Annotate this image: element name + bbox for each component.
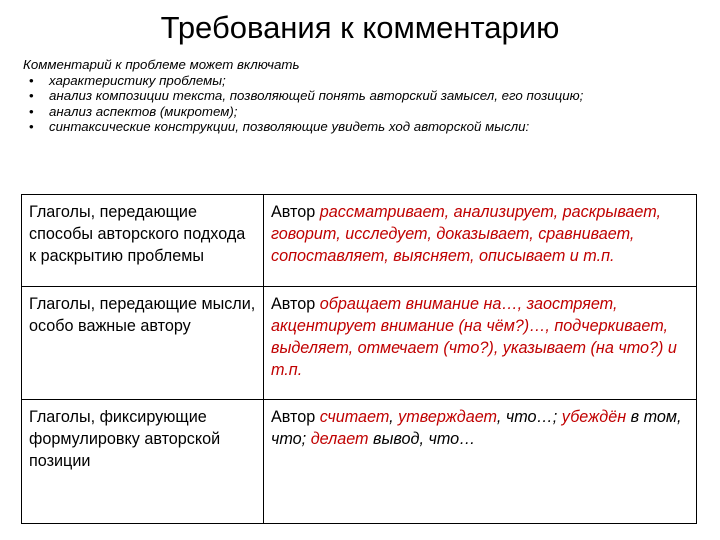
intro-list-item: • анализ аспектов (микротем); [23, 104, 703, 120]
intro-list-item: • характеристику проблемы; [23, 73, 703, 89]
row-label: Глаголы, передающие мысли, особо важные автору [22, 287, 264, 400]
row-label: Глаголы, фиксирующие формулировку авторской позиции [22, 400, 264, 524]
example-segment: считает [319, 408, 390, 426]
intro-list-item: • анализ композиции текста, позволяющей понять авторский замысел, его позицию; [23, 88, 703, 104]
intro-block [23, 57, 703, 135]
example-segment: рассматривает, анализирует, раскрывает, говорит, исследует, доказывает, сравнивает, сопоставляет, выясняет, описывает и т.п. [271, 203, 662, 265]
example-segment: Автор [271, 408, 320, 426]
table-row [22, 195, 697, 287]
intro-lead: Комментарий к проблеме может включать [23, 57, 300, 72]
row-examples [264, 195, 697, 287]
slide-title: Требования к комментарию [160, 10, 560, 45]
table-row [22, 400, 697, 524]
example-segment: , что…; [496, 408, 562, 426]
row-examples [264, 400, 697, 524]
example-segment: вывод, что… [368, 430, 476, 448]
example-segment: делает [310, 430, 369, 448]
example-segment: Автор [271, 295, 320, 313]
example-segment: обращает внимание на…, заостряет, акцентирует внимание (на чём?)…, подчеркивает, выделяет, отмечает (что?), указывает (на что?) и т.п. [271, 295, 677, 379]
intro-list [23, 73, 703, 135]
row-label: Глаголы, передающие способы авторского подхода к раскрытию проблемы [22, 195, 264, 287]
example-segment: в том, что; [271, 408, 682, 448]
table-row [22, 287, 697, 400]
example-segment: убеждён [561, 408, 627, 426]
example-segment: утверждает [398, 408, 497, 426]
example-segment: Автор [271, 203, 320, 221]
intro-list-item: • синтаксические конструкции, позволяющие увидеть ход авторской мысли: [23, 119, 703, 135]
verbs-table [21, 194, 697, 524]
example-segment: , [389, 408, 399, 426]
row-examples [264, 287, 697, 400]
